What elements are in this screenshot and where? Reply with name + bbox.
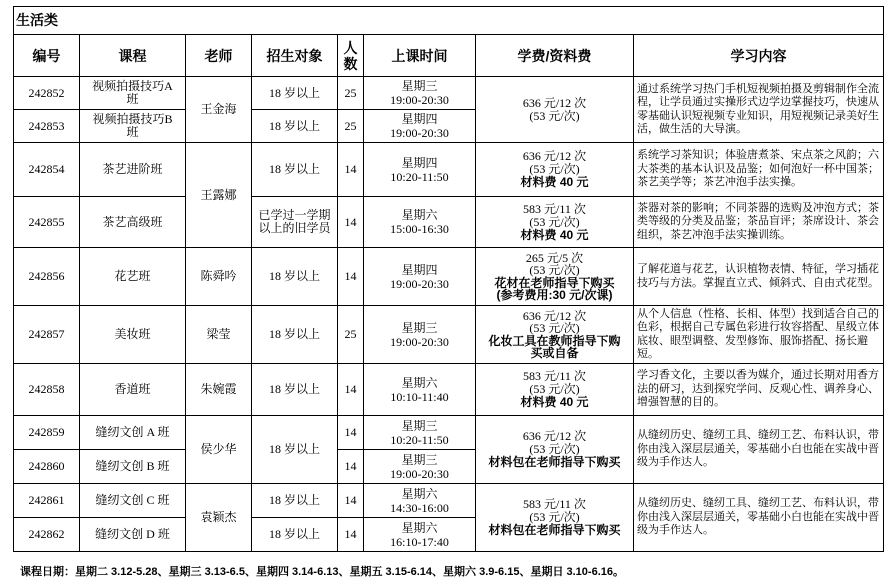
fee-per-session: (53 元/次): [529, 510, 580, 524]
course-content: 从缝纫历史、缝纫工具、缝纫工艺、布料认识，带你由浅入深层层通关，零基础小白也能在实战中晋级为手作达人。: [634, 416, 884, 484]
fee-per-session: (53 元/次): [529, 382, 580, 396]
class-size: 14: [338, 143, 364, 197]
material-note: 化妆工具在教师指导下购买或自备: [488, 333, 621, 360]
class-day: 星期三: [401, 79, 438, 93]
enroll-target: 18 岁以上: [252, 364, 338, 416]
material-fee: 材料费 40 元: [520, 175, 589, 189]
fee-cell: [476, 77, 634, 143]
enroll-target: 18 岁以上: [252, 416, 338, 484]
course-content: 从缝纫历史、缝纫工具、缝纫工艺、布料认识，带你由浅入深层层通关，零基础小白也能在实战中晋级为手作达人。: [634, 484, 884, 552]
class-day: 星期四: [401, 155, 438, 170]
course-name: 茶艺进阶班: [80, 143, 186, 197]
teacher-name: 袁颖杰: [186, 484, 252, 552]
class-hours: 10:10-11:40: [390, 389, 449, 404]
class-day: 星期三: [401, 452, 438, 467]
section-title: 生活类: [14, 7, 884, 35]
fee-main: 583 元/11 次: [523, 201, 586, 216]
class-time: [364, 143, 476, 197]
course-code: 242858: [14, 364, 80, 416]
course-name: 花艺班: [80, 248, 186, 306]
course-code: 242852: [14, 77, 80, 110]
fee-cell: [476, 364, 634, 416]
enroll-target: 18 岁以上: [252, 484, 338, 518]
course-code: 242861: [14, 484, 80, 518]
material-note: 花材在老师指导下购买: [494, 275, 615, 290]
course-name: 视频拍摄技巧A班: [80, 77, 186, 110]
class-size: 14: [338, 518, 364, 552]
course-content: 学习香文化，主要以香为媒介，通过长期对用香方法的研习，达到探究学问、反观心性、调养身心、增强智慧的目的。: [634, 364, 884, 416]
material-note: 材料包在老师指导下购买: [488, 523, 621, 537]
course-name: 美妆班: [80, 306, 186, 364]
class-hours: 19:00-20:30: [390, 93, 449, 107]
fee-cell: [476, 416, 634, 484]
teacher-name: 王露娜: [186, 143, 252, 248]
table-row: [14, 197, 884, 248]
class-day: 星期六: [401, 520, 438, 535]
class-size: 14: [338, 450, 364, 484]
class-size: 25: [338, 110, 364, 143]
teacher-name: 朱婉霞: [186, 364, 252, 416]
class-hours: 19:00-20:30: [390, 466, 449, 481]
class-day: 星期三: [401, 418, 438, 433]
header-row: [14, 35, 884, 77]
enroll-target: 18 岁以上: [252, 77, 338, 110]
class-day: 星期四: [401, 262, 438, 277]
course-code: 242853: [14, 110, 80, 143]
course-name: 缝纫文创 C 班: [80, 484, 186, 518]
course-content: 通过系统学习热门手机短视频拍摄及剪辑制作全流程，让学员通过实操形式边学边掌握技巧，快速从零基础认识短视频专业知识，用短视频记录美好生活，做生活的大导演。: [634, 77, 884, 143]
teacher-name: 王金海: [186, 77, 252, 143]
class-hours: 16:10-17:40: [390, 534, 449, 549]
enroll-target: 已学过一学期以上的旧学员: [252, 197, 338, 248]
fee-main: 636 元/12 次: [522, 429, 587, 443]
table-row: [14, 484, 884, 518]
class-hours: 14:30-16:00: [390, 500, 449, 515]
fee-main: 636 元/12 次: [522, 95, 587, 110]
fee-per-session: (53 元/次): [529, 162, 580, 176]
class-size: 14: [338, 416, 364, 450]
course-name: 视频拍摄技巧B班: [80, 110, 186, 143]
material-fee: 材料费 40 元: [520, 395, 589, 409]
material-reference: (参考费用:30 元/次课): [496, 288, 613, 302]
course-name: 缝纫文创 B 班: [80, 450, 186, 484]
course-code: 242855: [14, 197, 80, 248]
class-time: [364, 484, 476, 518]
fee-cell: [476, 248, 634, 306]
fee-cell: [476, 484, 634, 552]
class-time: [364, 364, 476, 416]
class-size: 14: [338, 364, 364, 416]
class-time: [364, 450, 476, 484]
class-day: 星期六: [401, 486, 438, 501]
fee-main: 636 元/12 次: [522, 149, 587, 163]
table-row: [14, 306, 884, 364]
header-teacher: 老师: [186, 35, 252, 77]
fee-cell: [476, 306, 634, 364]
fee-per-session: (53 元/次): [529, 321, 580, 335]
course-name: 缝纫文创 D 班: [80, 518, 186, 552]
enroll-target: 18 岁以上: [252, 248, 338, 306]
class-time: [364, 416, 476, 450]
header-content: 学习内容: [634, 35, 884, 77]
class-day: 星期六: [401, 208, 438, 222]
course-content: 从个人信息（性格、长相、体型）找到适合自己的色彩，根据自己专属色彩进行妆容搭配、星级立体底妆、眼型调整、发型修饰、服饰搭配、扬长避短。: [634, 306, 884, 364]
course-content: 茶器对茶的影响；不同茶器的选购及冲泡方式；茶类等级的分类及品鉴；茶品盲评；茶席设计、茶会组织，茶艺冲泡手法实操训练。: [634, 197, 884, 248]
enroll-target: 18 岁以上: [252, 306, 338, 364]
course-code: 242854: [14, 143, 80, 197]
class-time: [364, 518, 476, 552]
class-hours: 19:00-20:30: [390, 334, 449, 349]
class-size: 14: [338, 248, 364, 306]
course-content: 了解花道与花艺，认识植物表情、特征，学习插花技巧与方法。掌握直立式、倾斜式、自由式花型。: [634, 248, 884, 306]
fee-main: 583 元/11 次: [523, 497, 586, 511]
course-name: 香道班: [80, 364, 186, 416]
header-count: 人数: [338, 35, 364, 77]
class-time: [364, 306, 476, 364]
fee-main: 265 元/5 次: [525, 250, 584, 265]
fee-cell: [476, 143, 634, 197]
table-row: [14, 143, 884, 197]
header-target: 招生对象: [252, 35, 338, 77]
class-hours: 19:00-20:30: [390, 276, 449, 291]
header-fee: 学费/资料费: [476, 35, 634, 77]
class-day: 星期六: [401, 375, 438, 390]
course-content: 系统学习茶知识；体验唐煮茶、宋点茶之风韵；六大茶类的基本认识及品鉴；如何泡好一杯中国茶；茶艺美学等；茶艺冲泡手法实操。: [634, 143, 884, 197]
class-time: [364, 77, 476, 110]
header-course: 课程: [80, 35, 186, 77]
course-name: 茶艺高级班: [80, 197, 186, 248]
class-size: 25: [338, 306, 364, 364]
course-code: 242859: [14, 416, 80, 450]
fee-main: 583 元/11 次: [523, 369, 586, 383]
course-sheet: [13, 6, 883, 552]
course-table: [13, 6, 884, 552]
class-day: 星期三: [401, 320, 438, 335]
enroll-target: 18 岁以上: [252, 143, 338, 197]
class-hours: 15:00-16:30: [390, 222, 449, 236]
table-row: [14, 77, 884, 110]
course-name: 缝纫文创 A 班: [80, 416, 186, 450]
class-hours: 10:20-11:50: [390, 169, 449, 184]
course-code: 242862: [14, 518, 80, 552]
material-fee: 材料费 40 元: [520, 227, 589, 242]
fee-per-session: (53 元/次): [529, 263, 580, 277]
course-code: 242857: [14, 306, 80, 364]
course-dates-note: 课程日期：星期二 3.12-5.28、星期三 3.13-6.5、星期四 3.14-6.13、星期五 3.15-6.14、星期六 3.9-6.15、星期日 3.10-6.16。: [20, 566, 624, 578]
enroll-target: 18 岁以上: [252, 518, 338, 552]
course-code: 242856: [14, 248, 80, 306]
class-time: [364, 197, 476, 248]
class-size: 14: [338, 484, 364, 518]
material-note: 材料包在老师指导下购买: [488, 455, 621, 469]
course-code: 242860: [14, 450, 80, 484]
class-size: 14: [338, 197, 364, 248]
teacher-name: 陈舜吟: [186, 248, 252, 306]
class-size: 25: [338, 77, 364, 110]
enroll-target: 18 岁以上: [252, 110, 338, 143]
header-code: 编号: [14, 35, 80, 77]
table-row: [14, 364, 884, 416]
fee-per-session: (53 元/次): [529, 214, 580, 229]
table-row: [14, 416, 884, 450]
fee-main: 636 元/12 次: [522, 308, 587, 323]
class-hours: 10:20-11:50: [390, 432, 449, 447]
class-time: [364, 248, 476, 306]
teacher-name: 梁莹: [186, 306, 252, 364]
teacher-name: 侯少华: [186, 416, 252, 484]
class-hours: 19:00-20:30: [390, 126, 449, 140]
class-day: 星期四: [401, 112, 438, 126]
fee-cell: [476, 197, 634, 248]
table-row: [14, 248, 884, 306]
fee-per-session: (53 元/次): [529, 108, 580, 123]
fee-per-session: (53 元/次): [529, 442, 580, 456]
class-time: [364, 110, 476, 143]
header-time: 上课时间: [364, 35, 476, 77]
